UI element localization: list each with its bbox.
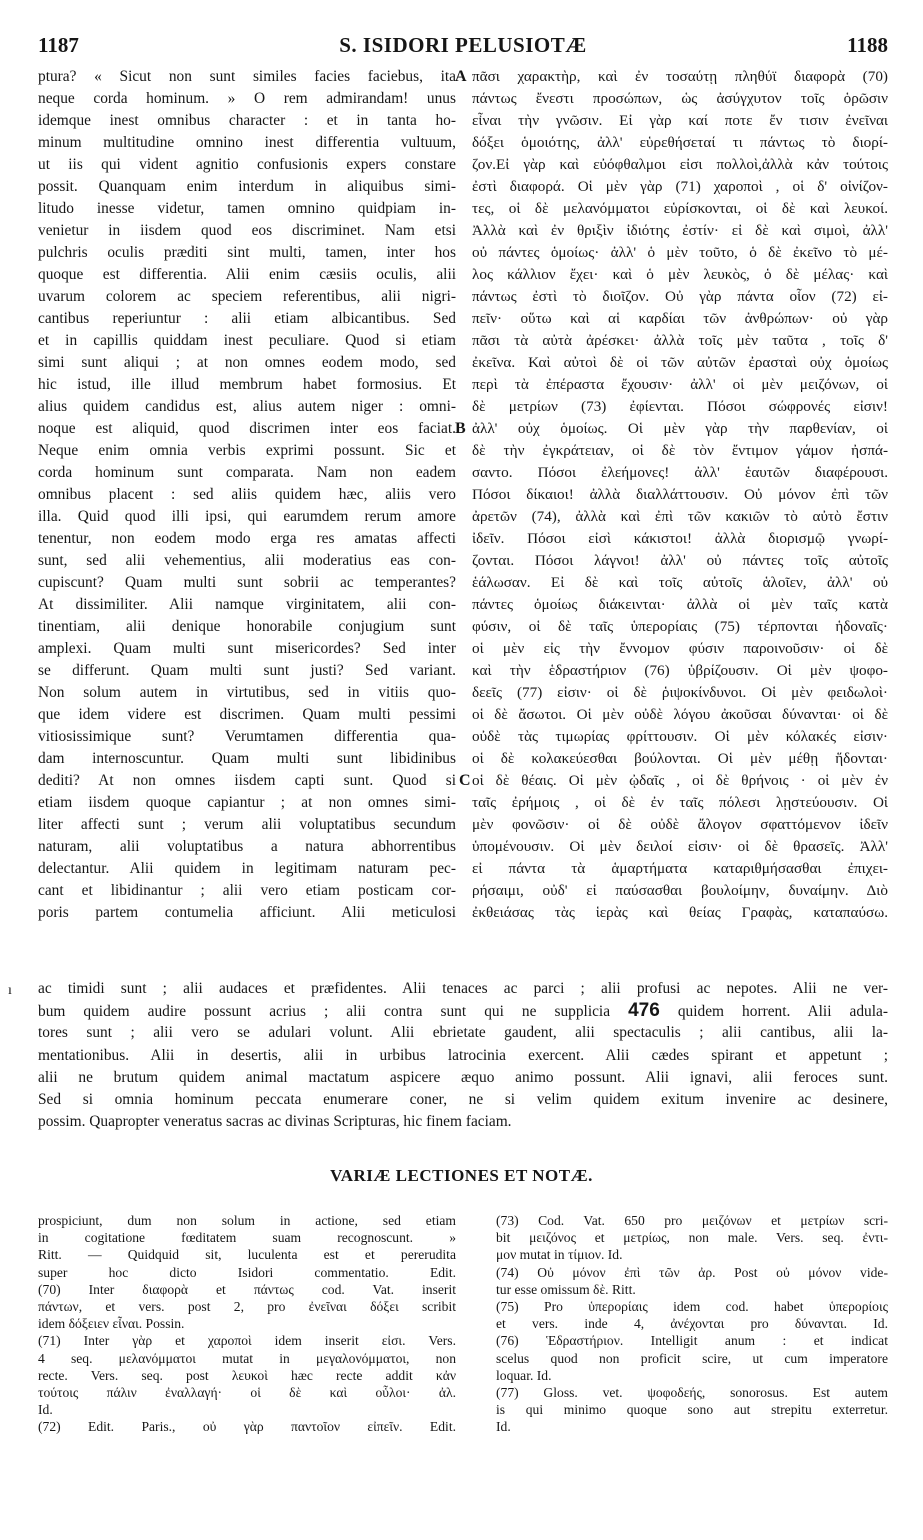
text-line: καὶ τὴν ἑδραστήριον (76) ὑβρίζουσιν. Οἱ μὲν ψοφο- [472, 662, 888, 679]
text-line: (77) Gloss. vet. ψοφοδεής, sonorosus. Est autem [496, 1384, 888, 1400]
text-line: vitiosissimique sunt? Verumtamen differentia qua- [38, 728, 456, 745]
text-line: δόξει ὁμοιότης, ἀλλ' εὑρεθήσεταί τι πάντως τὸ διορί- [472, 134, 888, 151]
text-line: οὐ πάντες ὁμοίως· ἀλλ' ὁ μὲν τοῦτο, ὁ δὲ ἐκεῖνο τὸ μέ- [472, 244, 888, 261]
text-line: tores sunt ; alii vero se adulari volunt. Alii ebrietate gaudent, alii spectaculis ; alii cantibus, alii la- [38, 1024, 888, 1042]
text-line: amplexi. Quam multi sunt misericordes? Sed inter [38, 640, 456, 657]
text-line: alii ne brutum quidem animal mactatum aspicere æquo animo possunt. Alii ignavi, alii feroces sunt. [38, 1068, 888, 1086]
text-line: Sed si omnia hominum peccata enumerare coner, ne si velim quidem exitum invenire ac desinere, [38, 1090, 888, 1108]
text-line: οἱ δὲ ἄσωτοι. Οἱ μὲν οὐδὲ λόγου ἀκοῦσαι δύνανται· οἱ δὲ [472, 706, 888, 723]
text-line: naturam, alii voluptatibus a natura abhorrentibus [38, 838, 456, 855]
text-line: venietur in iisdem quod eos discriminet. Nam etsi [38, 222, 456, 239]
text-line: (73) Cod. Vat. 650 pro μειζόνων et μετρίων scri- [496, 1213, 888, 1228]
text-line: quoque est differentia. Alii enim cæsiis oculis, alii [38, 266, 456, 283]
text-line: τούτοις πάλιν ἐναλλαγή· οἱ δὲ καὶ οὖλοι· ἀλ. [38, 1384, 456, 1400]
right-column-number: 1188 [847, 33, 888, 57]
text-line: cupiscunt? Quam multi sunt sobrii ac temperantes? [38, 574, 456, 591]
text-line: ptura? « Sicut non sunt similes facies faciebus, ita [38, 68, 456, 85]
text-line: εἶναι τὴν γνῶσιν. Εἰ γὰρ καί ποτε ἔν τισιν ἐνεῖναι [472, 112, 888, 129]
text-line: possim. Quapropter veneratus sacras ac divinas Scripturas, hic finem faciam. [38, 1113, 512, 1131]
notes-right-column [496, 1212, 888, 1435]
text-line: liter affecti sunt ; verum alii voluptatibus secundum [38, 816, 456, 833]
text-segment: bum quidem audire possunt acrius ; alii contra sunt qui ne supplicia [38, 1003, 611, 1021]
text-line: ac timidi sunt ; alii audaces et præfidentes. Alii tenaces ac parci ; alii profusi ac nepotes. Alii ne ver- [38, 980, 888, 997]
text-line: poris partem contumelia afficiunt. Alii meticulosi [38, 904, 456, 921]
text-line: (74) Οὐ μόνον ἐπὶ τῶν ἀρ. Post οὐ μόνον vide- [496, 1264, 888, 1280]
text-line: πᾶσι τὰ αὐτὰ ἀρέσκει· ἀλλὰ τοῖς μὲν ταῦτα , τοῖς δ' [472, 332, 888, 349]
text-line: πεῖν· οὕτω καὶ αἱ καρδίαι τῶν ἀνθρώπων· οὐ γὰρ [472, 310, 888, 327]
text-line: πᾶσι χαρακτὴρ, καὶ ἐν τοσαύτῃ πληθύϊ διαφορὰ (70) [472, 68, 888, 85]
text-line: οἱ δὲ θέαις. Οἱ μὲν ᾠδαῖς , οἱ δὲ θρήνοις · οἱ μὲν ἐν [472, 772, 888, 789]
text-line: dediti? At non omnes iisdem capti sunt. Quod si [38, 772, 456, 789]
text-line: Πόσοι δίκαιοι! ἀλλὰ διαλλάττουσιν. Οὐ μόνον ἐπὶ τῶν [472, 486, 888, 503]
notes-heading: VARIÆ LECTIONES ET NOTÆ. [330, 1166, 593, 1185]
text-line: is qui minimo quoque sono aut strepitu exterretur. [496, 1402, 888, 1418]
text-line: πάντων, et vers. post 2, pro ἐνεῖναι δόξει scribit [38, 1298, 456, 1314]
full-width-text [38, 978, 888, 1133]
text-line: ἑάλωσαν. Εἰ δὲ καὶ τοῖς αὐτοῖς ἁλοῖεν, ἀλλ' οὐ [472, 574, 888, 591]
text-line: φύσιν, οἱ δὲ ταῖς ὑπερορίαις (75) τέρπονται ἡδοναῖς· [472, 618, 888, 635]
text-line: δεεῖς (77) εἰσιν· οἱ δὲ ῥιψοκίνδυνοι. Οἱ μὲν φειδωλοὶ· [472, 684, 888, 701]
text-line: mentationibus. Alii in desertis, alii in urbibus latrocinia exercent. Alii cædes spirant et appetunt ; [38, 1046, 888, 1064]
notes-left-column [38, 1212, 456, 1435]
text-line: delectantur. Alii quidem in legitimam naturam pec- [38, 860, 456, 877]
text-line: recte. Vers. seq. post λευκοὶ hæc recte addit κἀν [38, 1367, 456, 1383]
text-line: ὑπομένουσιν. Οἱ μὲν δειλοί εἰσιν· οἱ δὲ θρασεῖς. Ἀλλ' [472, 838, 888, 855]
text-line: corda hominum sunt comparata. Nam non eadem [38, 464, 456, 481]
text-line: idem δόξειεν εἶναι. Possin. [38, 1316, 185, 1332]
text-line: ρήσαιμι, οὐδ' εἰ παύσασθαι βουλοίμην, δυναίμην. Διὸ [472, 882, 888, 899]
text-line: cant et libidinantur ; alii vero etiam posticam cor- [38, 882, 456, 899]
text-line: super hoc dicto Isidori commentatio. Edit. [38, 1264, 456, 1280]
text-line: Ἀλλὰ καὶ ἐν θριξὶν ἰδιότης ἐστίν· εἰ δὲ καὶ σιμοὶ, ἀλλ' [472, 222, 888, 239]
text-line: Ritt. — Quidquid sit, luculenta est et pererudita [38, 1247, 456, 1263]
text-line: etiam iisdem quoque capiantur ; at non omnes simi- [38, 794, 456, 811]
text-line: 4 seq. μελανόμματοι mutat in μεγαλονόμματοι, non [38, 1350, 456, 1366]
text-line: tinentiam, alii denique honorabile conjugium sunt [38, 618, 456, 635]
text-line: Non solum autem in virtutibus, sed in vitiis quo- [38, 684, 456, 701]
text-line: ἐστὶ διαφορά. Οἱ μὲν γὰρ (71) χαροποὶ , οἱ δ' οἰνίζον- [472, 178, 888, 195]
text-line: (76) Ἑδραστήριον. Intelligit anum : et indicat [496, 1333, 888, 1349]
text-line: μον mutat in τίμιον. Id. [496, 1247, 623, 1263]
text-line: prospiciunt, dum non solum in actione, sed etiam [38, 1213, 456, 1228]
text-line: Neque enim omnia verbis exprimi possunt. Sic et [38, 442, 456, 459]
margin-marker-a: A [455, 68, 467, 85]
text-line: Id. [496, 1419, 511, 1435]
text-line: ἀλλ' οὐχ ὁμοίως. Οἱ μὲν γὰρ τὴν παρθενίαν, οἱ [472, 420, 888, 437]
text-line: cantibus reperiuntur : alii etiam albicantibus. Sed [38, 310, 456, 327]
page-number: 476 [628, 1000, 660, 1022]
text-line: in cogitatione fœditatem suam recognoscunt. » [38, 1230, 456, 1246]
text-line: et vers. inde 4, ἀνέχονται pro δύνανται. Id. [496, 1316, 888, 1332]
text-line: bit μειζόνος et μετρίως, non male. Vers. seq. ἐντι- [496, 1230, 888, 1246]
text-line: ζονται. Πόσοι λάγνοι! ἀλλ' οὐ πάντες τοῖς αὐτοῖς [472, 552, 888, 569]
text-line: noque est aliquid, quod discrimen inter eos faciat. [38, 420, 456, 437]
text-line: λος κάλλιον ἔχει· καὶ ὁ μὲν λευκὸς, ὁ δὲ μέλας· καὶ [472, 266, 888, 283]
page-title: S. ISIDORI PELUSIOTÆ [339, 33, 587, 57]
text-line: εἰ πάντα τὰ ἁμαρτήματα καταριθμήσασθαι ἐπιχει- [472, 860, 888, 877]
text-line: Id. [38, 1402, 53, 1418]
text-line: simi sunt aliqui ; at non omnes eodem modo, sed [38, 354, 456, 371]
text-line: δὲ μετρίων (73) ἐφίενται. Πόσοι σώφρονές εἰσιν! [472, 398, 888, 415]
text-line: μὲν φονῶσιν· οἱ δὲ οὐδὲ ἄλογον σφαττόμενον ἰδεῖν [472, 816, 888, 833]
text-line: ζον.Εἰ γὰρ καὶ εὐόφθαλμοι εἰσι πολλοὶ,ἀλλὰ κἀν τούτοις [472, 156, 888, 173]
margin-marker-c: C [459, 772, 471, 789]
text-line: οἱ δὲ κολακεύεσθαι βούλονται. Οἱ μὲν μέθῃ ἥδονται· [472, 750, 888, 767]
text-line: ἐκθειάσας τὰς ἱερὰς καὶ θείας Γραφὰς, καταπαύσω. [472, 904, 888, 921]
text-line: (75) Pro ὑπερορίαις idem cod. habet ὑπερορίοις [496, 1298, 888, 1314]
greek-column [472, 66, 888, 924]
margin-mark: ı [8, 983, 12, 998]
text-line: dam internoscuntur. Quam multi sunt libidinibus [38, 750, 456, 767]
left-column-number: 1187 [38, 33, 79, 57]
text-line: hic istud, ille illud membrum habet formosius. Et [38, 376, 456, 393]
text-line: loquar. Id. [496, 1367, 552, 1383]
text-line: πάντως ἔνεστι προσώπων, ὡς ἀσύγχυτον τοῖς ὁρῶσιν [472, 90, 888, 107]
full-width-rest [38, 1022, 888, 1133]
text-line: σαντο. Πόσοι ἐλεήμονες! ἀλλ' ἑαυτῶν διαφέρουσι. [472, 464, 888, 481]
text-line: ταῖς ἐρήμοις , οἱ δὲ ἐν ταῖς πόλεσι λῃστεύουσιν. Οἱ [472, 794, 888, 811]
page-header [38, 32, 888, 60]
text-line: οὐδὲ τὰς τιμωρίας φρίττουσιν. Οἱ μὲν κόλακές εἰσιν· [472, 728, 888, 745]
text-line: se differunt. Quam multi sunt justi? Sed variant. [38, 662, 456, 679]
text-line: neque corda hominum. » O rem admirandam! unus [38, 90, 456, 107]
text-line: possit. Quanquam enim interdum in aliquibus simi- [38, 178, 456, 195]
text-line: οἱ μὲν εἰς τὴν ἔννομον φύσιν παροινοῦσιν· οἱ δὲ [472, 640, 888, 657]
text-segment: quidem horrent. Alii adula- [677, 1003, 888, 1021]
text-line: pulchris oculis præditi sint multi, tamen, inter hos [38, 244, 456, 261]
text-line: περὶ τὰ ἐπέραστα ἔχουσιν· ἀλλ' οἱ μὲν μειζόνων, οἱ [472, 376, 888, 393]
text-line: omnibus placent : sed aliis quidem hæc, aliis vero [38, 486, 456, 503]
text-line: litudo inesse videtur, tamen omnino quidpiam in- [38, 200, 456, 217]
text-line: uvarum colorem ac speciem referentibus, alii nigri- [38, 288, 456, 305]
text-line: tur esse omissum δὲ. Ritt. [496, 1281, 636, 1297]
text-line: ἰδεῖν. Πόσοι εἰσὶ κάκιστοι! ἀλλὰ διορισμῷ γνωρί- [472, 530, 888, 547]
text-line: (71) Inter γὰρ et χαροποὶ idem inserit εἰσι. Vers. [38, 1333, 456, 1349]
text-line: illa. Quid quod illi ipsi, qui earumdem rerum amore [38, 508, 456, 525]
text-line: scelus quod non proficit scire, ut cum imperatore [496, 1350, 888, 1366]
text-line: tenentur, non eodem modo erga res amatas affecti [38, 530, 456, 547]
margin-marker-b: B [455, 420, 466, 437]
text-line: (72) Edit. Paris., οὐ γὰρ παντοῖον εἰπεῖν. Edit. [38, 1419, 456, 1435]
text-line: τες, οἱ δὲ μελανόμματοι εὑρίσκονται, οἱ δὲ καὶ λευκοί. [472, 200, 888, 217]
latin-column [38, 66, 456, 924]
text-line: At dissimiliter. Alii namque virginitatem, alii con- [38, 596, 456, 613]
text-line-with-page-number [38, 1000, 888, 1022]
text-line: (70) Inter διαφορὰ et πάντως cod. Vat. inserit [38, 1281, 456, 1297]
text-line: et in capillis quiddam inest peculiare. Quod si etiam [38, 332, 456, 349]
text-line: πάντως ἐστὶ τὸ διοῖζον. Οὐ γὰρ πάντα οἷον (72) εἰ- [472, 288, 888, 305]
text-line: ἐκεῖνα. Καὶ αὐτοὶ δὲ οἱ τῶν αὐτῶν ἐρασταὶ οὐχ ὁμοίως [472, 354, 888, 371]
text-line: minum multitudine omnino inest differentia vultuum, [38, 134, 456, 151]
text-line: que idem videre est discrimen. Quam multi pessimi [38, 706, 456, 723]
text-line: ut iis qui vident agnitio confusionis expers constare [38, 156, 456, 173]
text-line: δὲ τὴν ἐγκράτειαν, οἱ δὲ τὸν ἔντιμον γάμον ἠσπά- [472, 442, 888, 459]
text-line: sunt, sed alii vehementius, alii moderatius eas con- [38, 552, 456, 569]
text-line: alius quidem candidus est, alius autem niger : omni- [38, 398, 456, 415]
text-line: idemque inest omnibus character : et in tanta ho- [38, 112, 456, 129]
text-line: πάντες ὁμοίως διάκεινται· ἀλλὰ οἱ μὲν ταῖς κατὰ [472, 596, 888, 613]
text-line: ἀρετῶν (74), ἀλλὰ καὶ ἐπὶ τῶν κακιῶν τὸ αὐτὸ ἔστιν [472, 508, 888, 525]
